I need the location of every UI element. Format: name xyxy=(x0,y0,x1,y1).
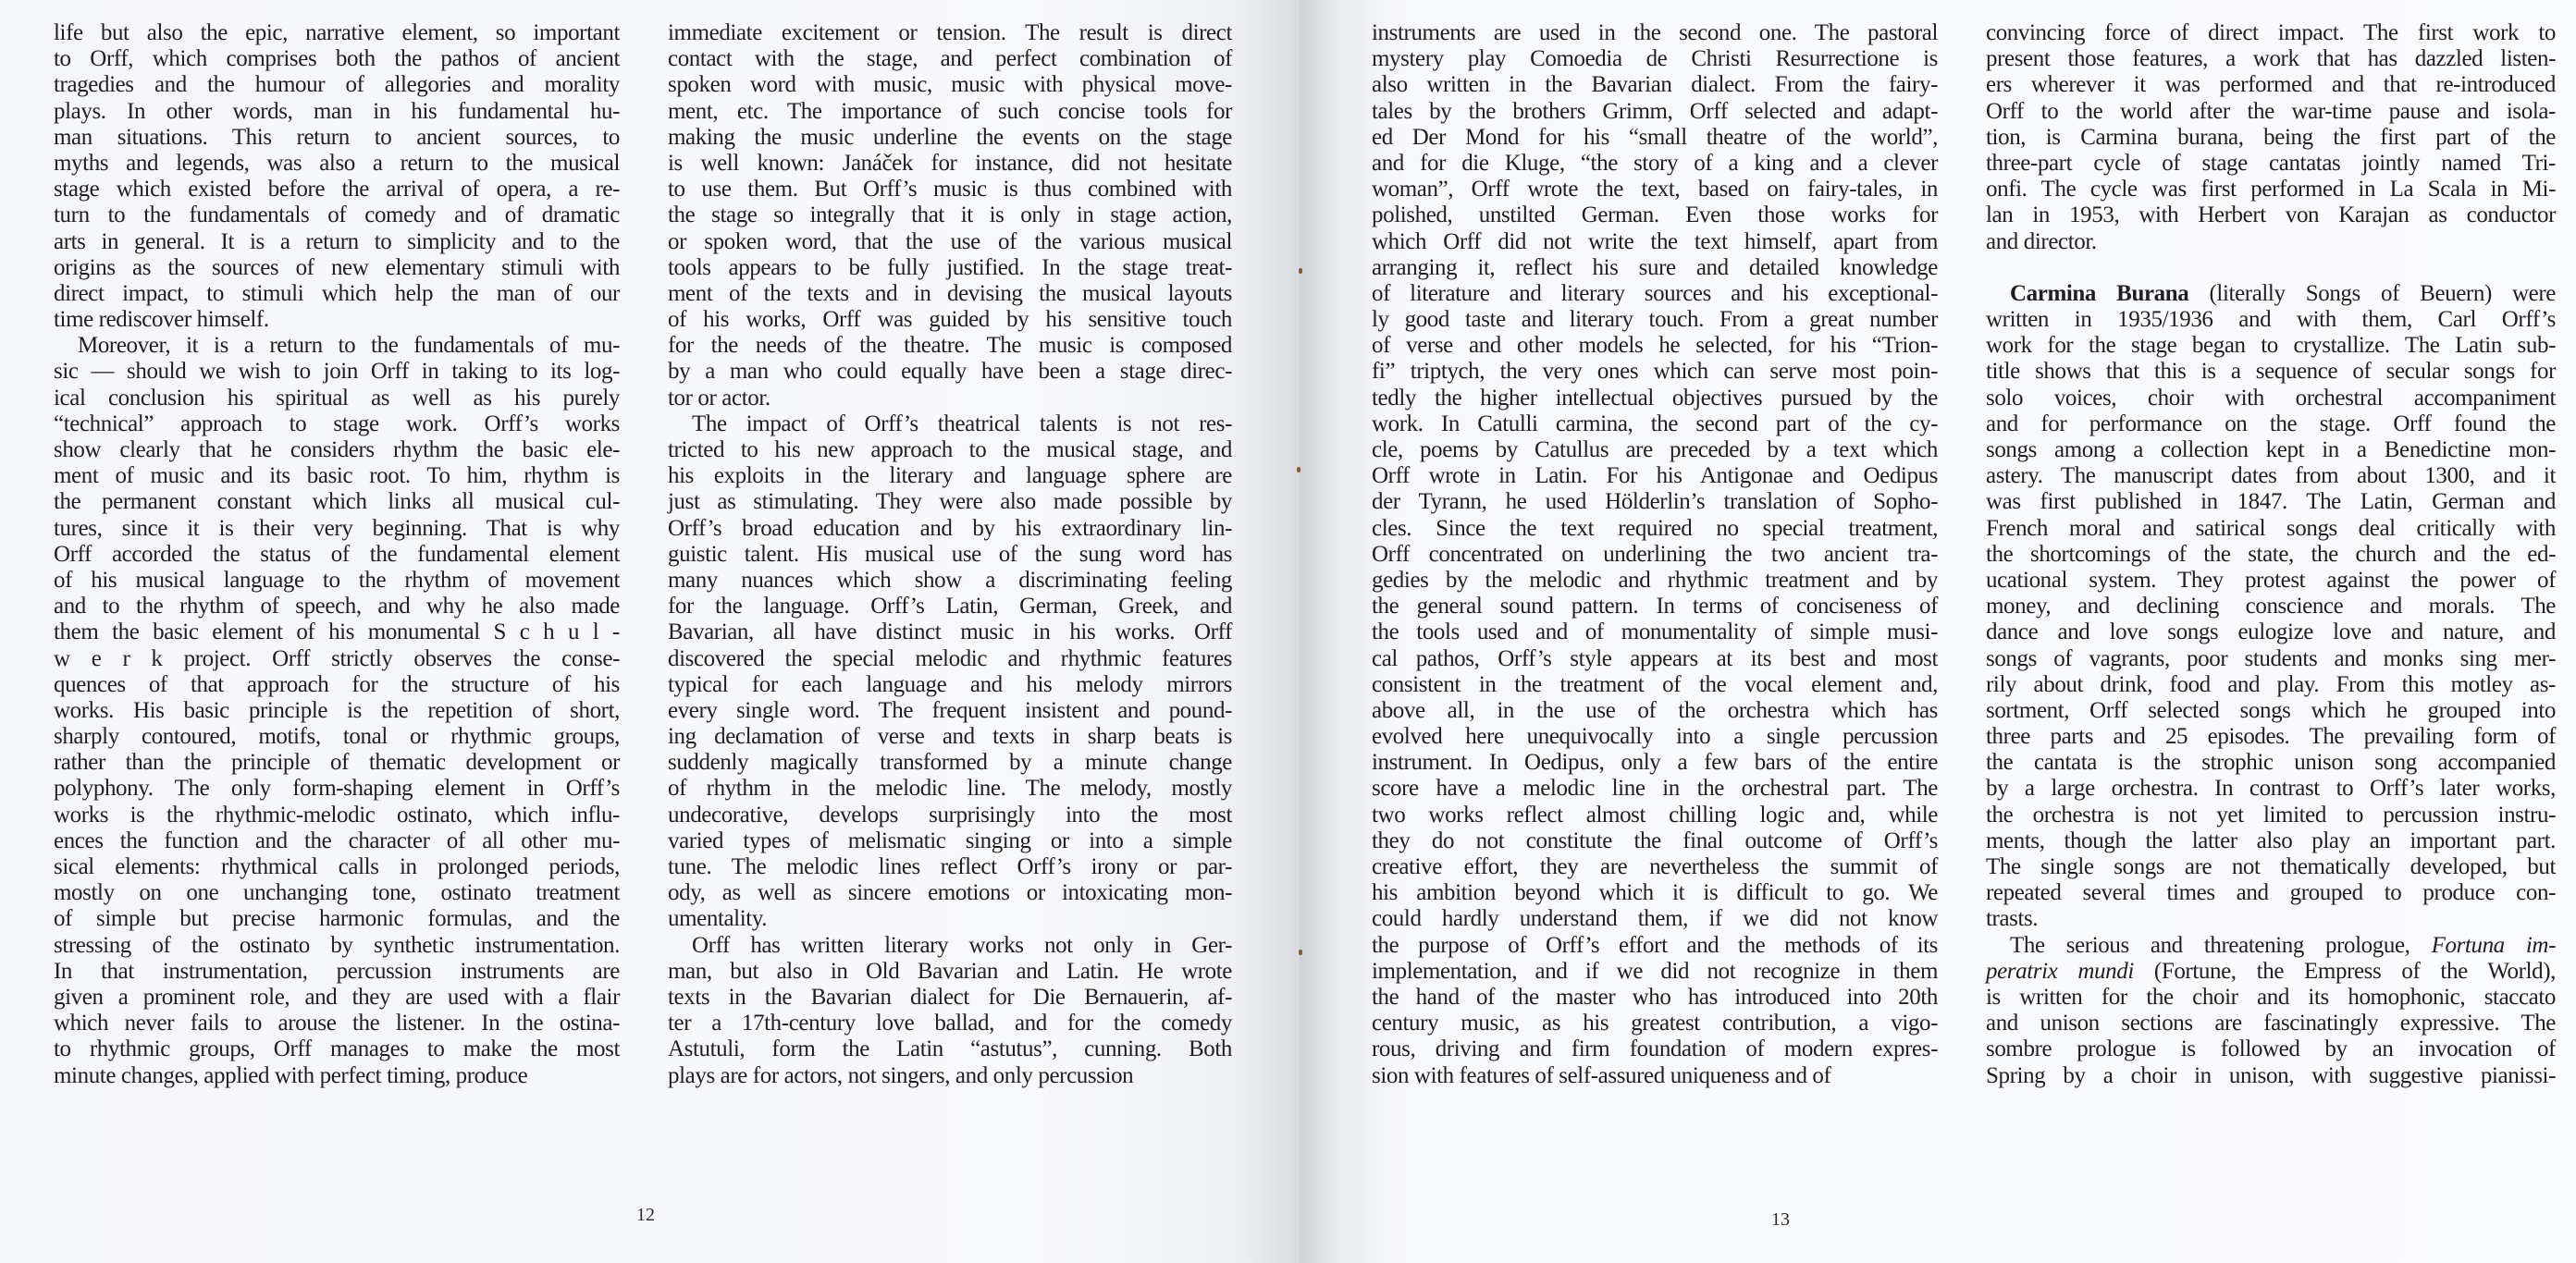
text-line: In that instrumentation, percussion instruments are xyxy=(54,958,620,984)
text-line: sion with features of self-assured uniqueness and of xyxy=(1372,1062,1831,1088)
text-line: gedies by the melodic and rhythmic treatment and by xyxy=(1372,567,1938,593)
text-line: for the language. Orff’s Latin, German, Greek, and xyxy=(668,594,1232,619)
text-line xyxy=(1986,933,2556,959)
text-line: and unison sections are fascinatingly expressive. The xyxy=(1986,1011,2556,1036)
text-line: also written in the Bavarian dialect. From the fairy- xyxy=(1372,72,1938,98)
text-line: arranging it, reflect his sure and detailed knowledge xyxy=(1372,254,1938,280)
paragraph xyxy=(1986,281,2556,933)
text-line: w e r k project. Orff strictly observes the conse- xyxy=(54,645,620,671)
text-line: stage which existed before the arrival of opera, a re- xyxy=(54,177,620,202)
text-line: by a man who could equally have been a stage direc- xyxy=(668,359,1232,385)
text-line: creative effort, they are nevertheless the summit of xyxy=(1372,854,1938,879)
text-line: polyphony. The only form-shaping element in Orff’s xyxy=(54,776,620,802)
text-line: the general sound pattern. In terms of conciseness of xyxy=(1372,594,1938,619)
text-line: was first published in 1847. The Latin, German and xyxy=(1986,489,2556,515)
text-line: ences the function and the character of all other mu- xyxy=(54,828,620,853)
text-line: tor or actor. xyxy=(668,385,770,411)
text-line: instrument. In Oedipus, only a few bars of the entire xyxy=(1372,750,1938,776)
text-line: origins as the sources of new elementary stimuli with xyxy=(54,254,620,280)
text-line: The single songs are not thematically developed, but xyxy=(1986,854,2556,879)
text-line: money, and declining conscience and morals. The xyxy=(1986,594,2556,619)
text-line: minute changes, applied with perfect timing, produce xyxy=(54,1062,528,1088)
text-line: or spoken word, that the use of the various musical xyxy=(668,228,1232,254)
text-line: the cantata is the strophic unison song accompanied xyxy=(1986,750,2556,776)
text-line: three parts and 25 episodes. The prevailing form of xyxy=(1986,724,2556,750)
text-line: of verse and other models he selected, for his “Trion- xyxy=(1372,333,1938,359)
text-line: of simple but precise harmonic formulas, and the xyxy=(54,906,620,932)
text-line: spoken word with music, music with physical move- xyxy=(668,72,1232,98)
text-line: stressing of the ostinato by synthetic instrumentation. xyxy=(54,932,620,958)
text-line: score have a melodic line in the orchestral part. The xyxy=(1372,776,1938,802)
text-line: works is the rhythmic-melodic ostinato, which influ- xyxy=(54,802,620,828)
text-line: ment of the texts and in devising the musical layouts xyxy=(668,280,1232,306)
text-line: ers wherever it was performed and that re-introduced xyxy=(1986,72,2556,98)
text-line: woman”, Orff wrote the text, based on fairy-tales, in xyxy=(1372,177,1938,202)
text-line: to use them. But Orff’s music is thus combined with xyxy=(668,177,1232,202)
text-line: guistic talent. His musical use of the sung word has xyxy=(668,541,1232,567)
text-line: ment of music and its basic root. To him, rhythm is xyxy=(54,463,620,489)
text-line: and for die Kluge, “the story of a king and a clever xyxy=(1372,150,1938,176)
text-line: tragedies and the humour of allegories and morality xyxy=(54,72,620,98)
text-line: rous, driving and firm foundation of modern expres- xyxy=(1372,1036,1938,1062)
text-line: which Orff did not write the text himself, apart from xyxy=(1372,228,1938,254)
text-line: to rhythmic groups, Orff manages to make the most xyxy=(54,1036,620,1062)
paragraph xyxy=(1986,20,2556,255)
text-line: of literature and literary sources and his exceptional- xyxy=(1372,280,1938,306)
text-line: fi” triptych, the very ones which can serve most poin- xyxy=(1372,359,1938,385)
text-line: evolved here unequivocally into a single percussion xyxy=(1372,724,1938,750)
text-line: undecorative, develops surprisingly into the most xyxy=(668,802,1232,828)
text-line: cles. Since the text required no special treatment, xyxy=(1372,515,1938,541)
text-line: umentality. xyxy=(668,906,768,932)
bold-title: Carmina Burana xyxy=(2010,280,2189,306)
text-line: cle, poems by Catullus are preceded by a text which xyxy=(1372,437,1938,462)
text-line: life but also the epic, narrative element, so important xyxy=(54,20,620,45)
text-line: texts in the Bavarian dialect for Die Bernauerin, af- xyxy=(668,984,1232,1010)
binding-mark xyxy=(1297,467,1300,472)
text-line: Orff accorded the status of the fundamental element xyxy=(54,541,620,567)
text-line: tedly the higher intellectual objectives pursued by the xyxy=(1372,385,1938,411)
text-line: convincing force of direct impact. The first work to xyxy=(1986,20,2556,45)
text-line: turn to the fundamentals of comedy and of dramatic xyxy=(54,202,620,228)
text-line: ody, as well as sincere emotions or intoxicating mon- xyxy=(668,880,1232,906)
text-line: by a large orchestra. In contrast to Orff’s later works, xyxy=(1986,776,2556,802)
text-line: his exploits in the literary and language sphere are xyxy=(668,463,1232,489)
text-line: work for the stage began to crystallize. The Latin sub- xyxy=(1986,333,2556,359)
text-line: plays are for actors, not singers, and only percussion xyxy=(668,1062,1134,1088)
text-line: man situations. This return to ancient sources, to xyxy=(54,124,620,150)
text-line: The impact of Orff’s theatrical talents is not res- xyxy=(692,411,1232,436)
text-line: sortment, Orff selected songs which he grouped into xyxy=(1986,697,2556,723)
page-number-left: 12 xyxy=(636,1205,655,1225)
text-line xyxy=(1986,959,2556,985)
text-line: them the basic element of his monumental S c h u l - xyxy=(54,619,620,645)
text-line: to Orff, which comprises both the pathos of ancient xyxy=(54,46,620,72)
column-3 xyxy=(1372,20,1938,1089)
text-line: onfi. The cycle was first performed in La Scala in Mi- xyxy=(1986,177,2556,202)
text-line: contact with the stage, and perfect combination of xyxy=(668,46,1232,72)
text-line: many nuances which show a discriminating feeling xyxy=(668,567,1232,593)
italic-title: Fortuna im- xyxy=(2431,932,2556,958)
text-line: mystery play Comoedia de Christi Resurrectione is xyxy=(1372,46,1938,72)
text-line: myths and legends, was also a return to the musical xyxy=(54,150,620,176)
text-line: lan in 1953, with Herbert von Karajan as conductor xyxy=(1986,202,2556,228)
text-line: Moreover, it is a return to the fundamentals of mu- xyxy=(78,333,620,359)
text-line: solo voices, choir with orchestral accompaniment xyxy=(1986,385,2556,411)
text-line: varied types of melismatic singing or into a simple xyxy=(668,828,1232,853)
text-line: tools appears to be fully justified. In the stage treat- xyxy=(668,254,1232,280)
text-line: suddenly magically transformed by a minute change xyxy=(668,750,1232,776)
text-line: ical conclusion his spiritual as well as his purely xyxy=(54,385,620,411)
text-line: work. In Catulli carmina, the second part of the cy- xyxy=(1372,411,1938,436)
text-span: (literally Songs of Beuern) were xyxy=(2188,280,2557,306)
text-line: of rhythm in the melodic line. The melody, mostly xyxy=(668,776,1232,802)
text-line: rather than the principle of thematic development or xyxy=(54,750,620,776)
text-line: ed Der Mond for his “small theatre of the world”, xyxy=(1372,124,1938,150)
text-line: of his musical language to the rhythm of movement xyxy=(54,567,620,593)
text-line: ucational system. They protest against the power of xyxy=(1986,567,2556,593)
text-line: written in 1935/1936 and with them, Carl Orff’s xyxy=(1986,307,2556,333)
text-line: “technical” approach to stage work. Orff’s works xyxy=(54,411,620,436)
text-line: the tools used and of monumentality of simple musi- xyxy=(1372,619,1938,645)
text-line: for the needs of the theatre. The music is composed xyxy=(668,333,1232,359)
binding-mark xyxy=(1299,268,1302,274)
text-line: present those features, a work that has dazzled listen- xyxy=(1986,46,2556,72)
paragraph-gap xyxy=(1986,255,2556,281)
text-line: works. His basic principle is the repetition of short, xyxy=(54,697,620,723)
text-line: Spring by a choir in unison, with suggestive pianissi- xyxy=(1986,1062,2556,1088)
text-line: show clearly that he considers rhythm the basic ele- xyxy=(54,437,620,462)
text-line: songs among a collection kept in a Benedictine mon- xyxy=(1986,437,2556,462)
text-line: direct impact, to stimuli which help the man of our xyxy=(54,280,620,306)
text-line: the permanent constant which links all musical cul- xyxy=(54,489,620,515)
text-line: and for performance on the stage. Orff found the xyxy=(1986,411,2556,436)
text-line: polished, unstilted German. Even those works for xyxy=(1372,202,1938,228)
text-line: Orff’s broad education and by his extraordinary lin- xyxy=(668,515,1232,541)
text-line: the orchestra is not yet limited to percussion instru- xyxy=(1986,802,2556,828)
text-line: cal pathos, Orff’s style appears at its best and most xyxy=(1372,645,1938,671)
text-line: rily about drink, food and play. From this motley as- xyxy=(1986,671,2556,697)
text-line: the shortcomings of the state, the church and the ed- xyxy=(1986,541,2556,567)
text-line: Orff wrote in Latin. For his Antigonae and Oedipus xyxy=(1372,463,1938,489)
text-line: sharply contoured, motifs, tonal or rhythmic groups, xyxy=(54,724,620,750)
text-line: der Tyrann, he used Hölderlin’s translation of Sopho- xyxy=(1372,489,1938,515)
text-line: century music, as his greatest contribution, a vigo- xyxy=(1372,1011,1938,1036)
column-2 xyxy=(668,20,1232,1089)
text-line: Bavarian, all have distinct music in his works. Orff xyxy=(668,619,1232,645)
text-line: his ambition beyond which it is difficult to go. We xyxy=(1372,880,1938,906)
text-line: time rediscover himself. xyxy=(54,307,269,333)
text-line: and to the rhythm of speech, and why he also made xyxy=(54,594,620,619)
text-line: astery. The manuscript dates from about 1300, and it xyxy=(1986,463,2556,489)
page-number-right: 13 xyxy=(1771,1209,1790,1230)
text-line: making the music underline the events on the stage xyxy=(668,124,1232,150)
column-1 xyxy=(54,20,620,1089)
text-line: ly good taste and literary touch. From a great number xyxy=(1372,307,1938,333)
text-line: repeated several times and grouped to produce con- xyxy=(1986,880,2556,906)
text-line: the hand of the master who has introduced into 20th xyxy=(1372,984,1938,1010)
text-line: typical for each language and his melody mirrors xyxy=(668,671,1232,697)
column-4 xyxy=(1986,20,2556,1089)
italic-title: peratrix mundi xyxy=(1986,958,2134,984)
text-line: Orff to the world after the war-time pause and isola- xyxy=(1986,98,2556,124)
text-line: ing declamation of verse and texts in sharp beats is xyxy=(668,724,1232,750)
text-line: mostly on one unchanging tone, ostinato treatment xyxy=(54,880,620,906)
text-line: they do not constitute the final outcome of Orff’s xyxy=(1372,828,1938,853)
text-line: French moral and satirical songs deal critically with xyxy=(1986,515,2556,541)
text-line: immediate excitement or tension. The result is direct xyxy=(668,20,1232,45)
text-line: is written for the choir and its homophonic, staccato xyxy=(1986,984,2556,1010)
text-line: three-part cycle of stage cantatas jointly named Tri- xyxy=(1986,150,2556,176)
text-line: which never fails to arouse the listener. In the ostina- xyxy=(54,1011,620,1036)
text-line: Orff concentrated on underlining the two ancient tra- xyxy=(1372,541,1938,567)
binding-mark xyxy=(1299,950,1302,955)
text-line: ter a 17th-century love ballad, and for the comedy xyxy=(668,1011,1232,1036)
text-line: just as stimulating. They were also made possible by xyxy=(668,489,1232,515)
text-line: discovered the special melodic and rhythmic features xyxy=(668,645,1232,671)
text-line: the purpose of Orff’s effort and the methods of its xyxy=(1372,932,1938,958)
text-line: tricted to his new approach to the musical stage, and xyxy=(668,437,1232,462)
text-line: sical elements: rhythmical calls in prolonged periods, xyxy=(54,854,620,879)
text-line: two works reflect almost chilling logic and, while xyxy=(1372,802,1938,828)
text-line: tales by the brothers Grimm, Orff selected and adapt- xyxy=(1372,98,1938,124)
text-line: sic — should we wish to join Orff in taking to its log- xyxy=(54,359,620,385)
text-line: arts in general. It is a return to simplicity and to the xyxy=(54,228,620,254)
text-line: consistent in the treatment of the vocal element and, xyxy=(1372,671,1938,697)
text-line: tune. The melodic lines reflect Orff’s irony or par- xyxy=(668,854,1232,879)
text-line: implementation, and if we did not recognize in them xyxy=(1372,958,1938,984)
text-line: is well known: Janáček for instance, did not hesitate xyxy=(668,150,1232,176)
text-line: man, but also in Old Bavarian and Latin. He wrote xyxy=(668,958,1232,984)
text-line: dance and love songs eulogize love and nature, and xyxy=(1986,619,2556,645)
text-line: given a prominent role, and they are used with a flair xyxy=(54,984,620,1010)
paragraph xyxy=(1986,933,2556,1089)
text-line: tures, since it is their very beginning. That is why xyxy=(54,515,620,541)
text-line: and director. xyxy=(1986,228,2097,254)
text-line: could hardly understand them, if we did not know xyxy=(1372,906,1938,932)
text-line: ment, etc. The importance of such concise tools for xyxy=(668,98,1232,124)
text-line: Orff has written literary works not only in Ger- xyxy=(692,932,1232,958)
text-span: (Fortune, the Empress of the World), xyxy=(2133,958,2556,984)
text-line xyxy=(1986,281,2556,307)
text-span: The serious and threatening prologue, xyxy=(2010,932,2432,958)
text-line: quences of that approach for the structure of his xyxy=(54,671,620,697)
text-line: sombre prologue is followed by an invocation of xyxy=(1986,1036,2556,1062)
text-line: tion, is Carmina burana, being the first part of the xyxy=(1986,124,2556,150)
text-line: plays. In other words, man in his fundamental hu- xyxy=(54,98,620,124)
text-line: every single word. The frequent insistent and pound- xyxy=(668,697,1232,723)
text-line: instruments are used in the second one. The pastoral xyxy=(1372,20,1938,45)
text-line: songs of vagrants, poor students and monks sing mer- xyxy=(1986,645,2556,671)
text-line: trasts. xyxy=(1986,906,2039,932)
text-line: title shows that this is a sequence of secular songs for xyxy=(1986,359,2556,385)
text-line: Astutuli, form the Latin “astutus”, cunning. Both xyxy=(668,1036,1232,1062)
text-line: the stage so integrally that it is only in stage action, xyxy=(668,202,1232,228)
text-line: ments, though the latter also play an important part. xyxy=(1986,828,2556,853)
text-line: above all, in the use of the orchestra which has xyxy=(1372,697,1938,723)
text-line: of his works, Orff was guided by his sensitive touch xyxy=(668,307,1232,333)
